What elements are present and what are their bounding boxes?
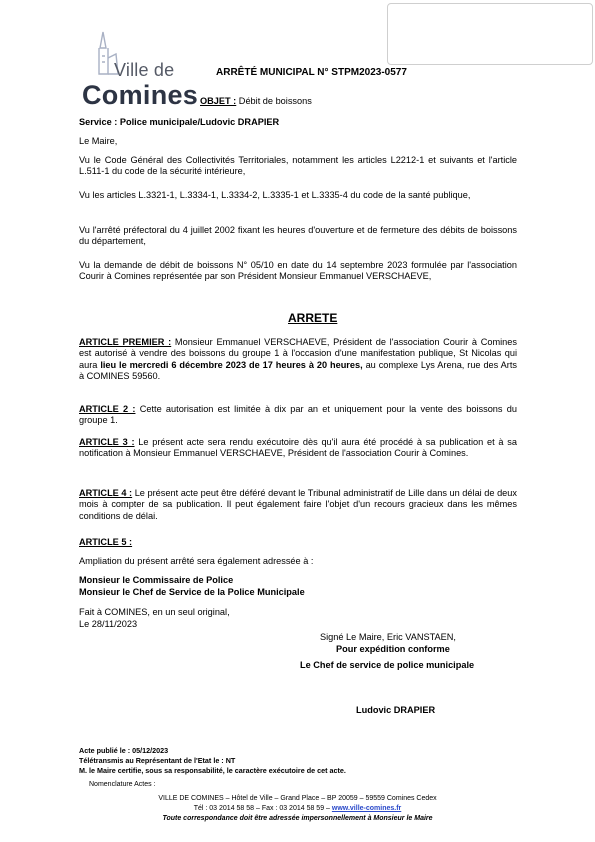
- objet-text: Débit de boissons: [236, 96, 312, 106]
- vu-paragraph-3: Vu l'arrêté préfectoral du 4 juillet 2002 fixant les heures d'ouverture et de fermeture des débits de boissons du département,: [79, 225, 517, 247]
- article-3-text: Le présent acte sera rendu exécutoire dès qu'il aura été procédé à sa publication et à sa notification à Monsieur Emmanuel VERSCHAEVE, Président de l'association Courir à Comines.: [79, 437, 517, 459]
- logo-text-comines: Comines: [82, 80, 199, 110]
- fait-a: Fait à COMINES, en un seul original,: [79, 607, 230, 617]
- footer-address: VILLE DE COMINES – Hôtel de Ville – Grand Place – BP 20059 – 59559 Comines Cedex: [158, 795, 437, 802]
- signed-by-mayor: Signé Le Maire, Eric VANSTAEN,: [320, 632, 456, 642]
- arrete-heading: ARRETE: [288, 311, 338, 325]
- vu-paragraph-4: Vu la demande de débit de boissons N° 05/10 en date du 14 septembre 2023 formulée par l'association Courir à Comines représentée par son Président Monsieur Emmanuel VERSCHAEVE,: [79, 260, 517, 282]
- website-link[interactable]: www.ville-comines.fr: [331, 805, 402, 812]
- article-4-label: ARTICLE 4 :: [79, 488, 133, 498]
- pour-expedition: Pour expédition conforme: [336, 644, 450, 654]
- recipient-2: Monsieur le Chef de Service de la Police Municipale: [79, 587, 305, 597]
- vu-paragraph-2: Vu les articles L.3321-1, L.3334-1, L.3334-2, L.3335-1 et L.3335-4 du code de la santé publique,: [79, 190, 471, 200]
- signatory-name: Ludovic DRAPIER: [356, 705, 436, 715]
- article-4-text: Le présent acte peut être déféré devant le Tribunal administratif de Lille dans un délai de deux mois à compter de sa publication. Il peut également faire l'objet d'un recours gracieux dans les mêmes conditions de délai.: [79, 488, 517, 521]
- article-2-label: ARTICLE 2 :: [79, 404, 136, 414]
- footer-address-block: [0, 794, 595, 824]
- stamp-box: [387, 3, 593, 65]
- article-5-label: ARTICLE 5 :: [79, 537, 133, 547]
- logo-text-ville: Ville de: [114, 60, 175, 80]
- ampliation: Ampliation du présent arrêté sera également adressée à :: [79, 556, 314, 566]
- city-logo: [82, 28, 199, 110]
- document-title: ARRÊTÉ MUNICIPAL N° STPM2023-0577: [216, 67, 407, 78]
- teletransmis: Télétransmis au Représentant de l'Etat le : NT: [79, 756, 236, 765]
- article-2: [79, 404, 517, 427]
- article-3: [79, 437, 517, 460]
- article-4: [79, 488, 517, 522]
- service-line: Service : Police municipale/Ludovic DRAPIER: [79, 117, 280, 127]
- vu-paragraph-1: Vu le Code Général des Collectivités Territoriales, notamment les articles L2212-1 et suivants et l'article L.511-1 du code de la sécurité intérieure,: [79, 155, 517, 177]
- article-1-text-bold: lieu le mercredi 6 décembre 2023 de 17 heures à 20 heures,: [100, 359, 363, 370]
- acte-publie: Acte publié le : 05/12/2023: [79, 746, 169, 755]
- article-1: [79, 337, 517, 383]
- le-maire: Le Maire,: [79, 136, 118, 146]
- footer-phone: Tél : 03 2014 58 58 – Fax : 03 2014 58 59 –: [193, 805, 332, 812]
- signature-date: Le 28/11/2023: [79, 619, 138, 629]
- article-1-label: ARTICLE PREMIER :: [79, 337, 172, 347]
- maire-certifie: M. le Maire certifie, sous sa responsabilité, le caractère exécutoire de cet acte.: [79, 766, 346, 775]
- footer-contact: [0, 804, 595, 814]
- objet-label: OBJET :: [200, 96, 237, 106]
- nomenclature: Nomenclature Actes :: [89, 781, 156, 788]
- chef-de-service: Le Chef de service de police municipale: [300, 660, 475, 670]
- publication-meta: [79, 746, 346, 776]
- footer-correspondence: Toute correspondance doit être adressée impersonnellement à Monsieur le Maire: [162, 815, 433, 822]
- article-1-text-a: Monsieur Emmanuel VERSCHAEVE, Président de l'association Courir à Comines est autorisé à vendre des boissons du groupe 1 à l'occasion d'une manifestation publique, St Nicolas qui aura: [79, 337, 517, 370]
- article-5: [79, 537, 517, 548]
- objet-line: [200, 96, 312, 107]
- article-1-text-b: au complexe Lys Arena, rue des Arts à COMINES 59560.: [79, 359, 517, 382]
- article-2-text: Cette autorisation est limitée à dix par an et uniquement pour la vente des boissons du groupe 1.: [79, 404, 517, 426]
- recipient-1: Monsieur le Commissaire de Police: [79, 575, 234, 585]
- article-3-label: ARTICLE 3 :: [79, 437, 135, 447]
